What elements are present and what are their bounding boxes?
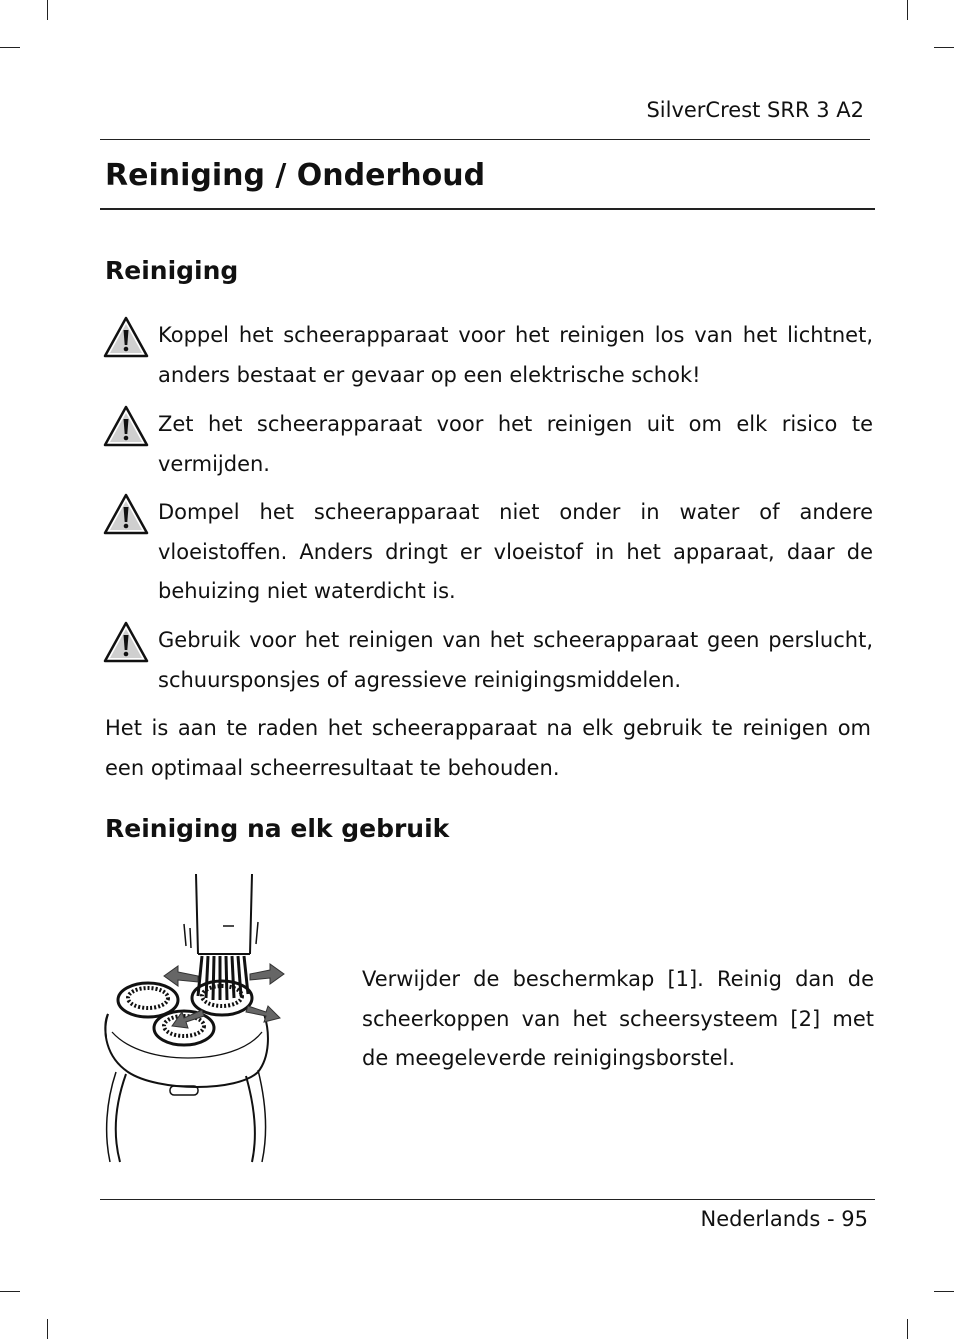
warning-text: Koppel het scheerapparaat voor het reinigen los van het lichtnet, anders bestaat er gevaar op een elektrische schok! bbox=[158, 323, 873, 387]
cleaning-advice-paragraph: Het is aan te raden het scheerapparaat na elk gebruik te reinigen om een optimaal scheerresultaat te behouden. bbox=[105, 716, 871, 780]
warning-triangle-icon bbox=[103, 405, 149, 447]
crop-mark bbox=[0, 47, 20, 48]
warning-text: Zet het scheerapparaat voor het reinigen uit om elk risico te vermijden. bbox=[158, 412, 873, 476]
title-rule bbox=[100, 208, 875, 210]
warning-item bbox=[103, 493, 873, 612]
section-heading-after-use: Reiniging na elk gebruik bbox=[105, 814, 450, 843]
warning-item bbox=[103, 621, 873, 700]
after-use-instructions: Verwijder de beschermkap [1]. Reinig dan de scheerkoppen van het scheersysteem [2] met de meegeleverde reinigingsborstel. bbox=[362, 967, 874, 1070]
warning-item bbox=[103, 405, 873, 484]
section-heading-reiniging: Reiniging bbox=[105, 256, 239, 285]
warning-triangle-icon bbox=[103, 493, 149, 535]
footer bbox=[701, 1207, 868, 1231]
crop-mark bbox=[47, 1319, 48, 1339]
warning-item bbox=[103, 316, 873, 395]
page-title: Reiniging / Onderhoud bbox=[105, 158, 486, 193]
footer-language: Nederlands - bbox=[700, 1207, 835, 1231]
crop-mark bbox=[907, 0, 908, 20]
crop-mark bbox=[907, 1319, 908, 1339]
crop-mark bbox=[47, 0, 48, 20]
header-model: SilverCrest SRR 3 A2 bbox=[646, 98, 864, 122]
crop-mark bbox=[0, 1291, 20, 1292]
crop-mark bbox=[934, 1291, 954, 1292]
warning-triangle-icon bbox=[103, 316, 149, 358]
warning-text: Gebruik voor het reinigen van het scheerapparaat geen perslucht, schuursponsjes of agressieve reinigingsmiddelen. bbox=[158, 628, 873, 692]
header-rule bbox=[100, 139, 870, 140]
warning-text: Dompel het scheerapparaat niet onder in water of andere vloeistoffen. Anders dringt er vloeistof in het apparaat, daar de behuizing niet waterdicht is. bbox=[158, 500, 873, 603]
footer-rule bbox=[100, 1199, 875, 1200]
crop-mark bbox=[934, 47, 954, 48]
warning-triangle-icon bbox=[103, 621, 149, 663]
page-number: 95 bbox=[841, 1207, 868, 1231]
shaver-cleaning-illustration bbox=[98, 872, 288, 1164]
